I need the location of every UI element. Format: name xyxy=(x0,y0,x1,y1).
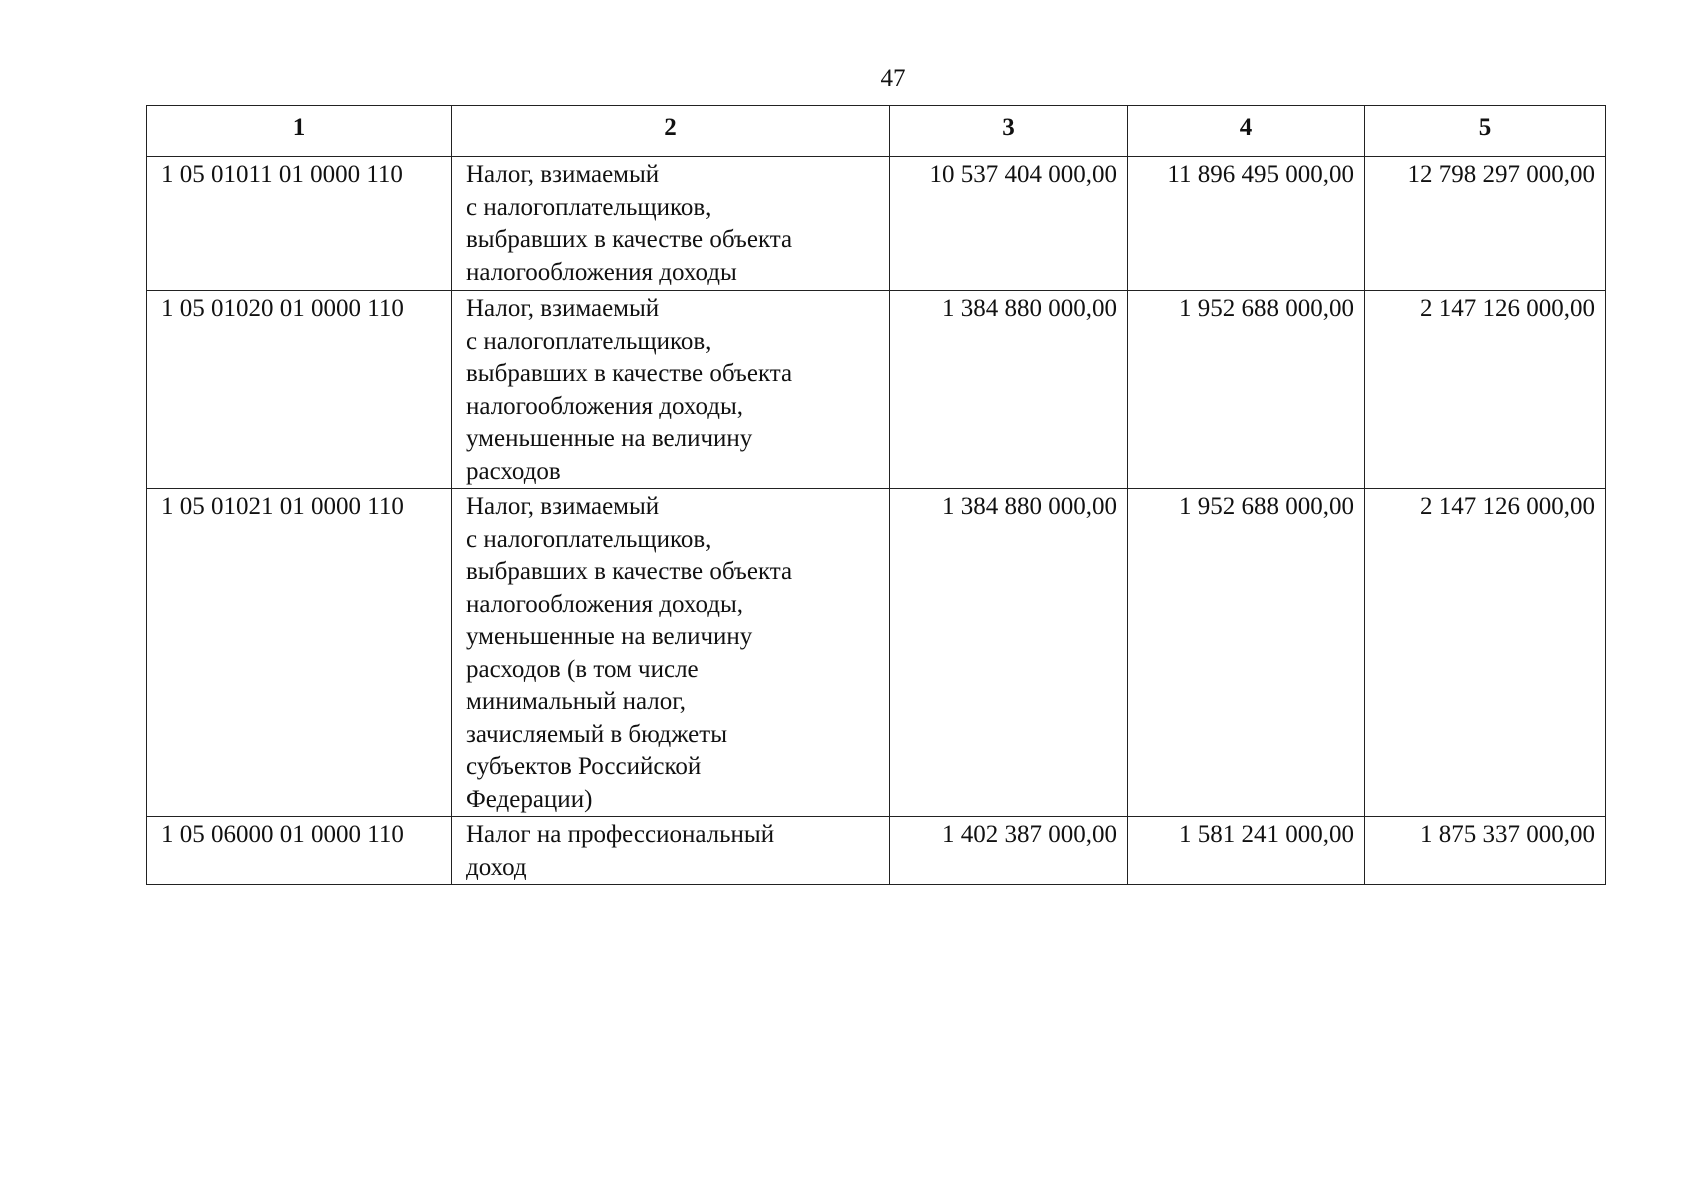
column-header-3: 3 xyxy=(890,106,1128,157)
amount-col4-cell: 1 952 688 000,00 xyxy=(1128,291,1365,489)
table-row xyxy=(147,489,1606,817)
description-cell xyxy=(452,291,890,489)
budget-code-cell: 1 05 01020 01 0000 110 xyxy=(147,291,452,489)
column-header-2: 2 xyxy=(452,106,890,157)
description-line: выбравших в качестве объекта xyxy=(466,226,793,253)
amount-col3-cell: 10 537 404 000,00 xyxy=(890,157,1128,291)
table-row xyxy=(147,817,1606,885)
amount-col3-cell: 1 384 880 000,00 xyxy=(890,489,1128,817)
budget-code-cell: 1 05 01011 01 0000 110 xyxy=(147,157,452,291)
description-line: расходов xyxy=(466,457,561,485)
description-line: уменьшенные на величину xyxy=(466,425,753,452)
description-line: с налогоплательщиков, xyxy=(466,193,712,221)
description-line: выбравших в качестве объекта xyxy=(466,360,793,387)
amount-col5-cell: 2 147 126 000,00 xyxy=(1365,291,1606,489)
description-line: налогообложения доходы, xyxy=(466,392,743,420)
table-row xyxy=(147,157,1606,291)
description-line: с налогоплательщиков, xyxy=(466,525,712,553)
column-header-1: 1 xyxy=(147,106,452,157)
amount-col3-cell: 1 402 387 000,00 xyxy=(890,817,1128,885)
budget-code-cell: 1 05 01021 01 0000 110 xyxy=(147,489,452,817)
column-header-5: 5 xyxy=(1365,106,1606,157)
description-line: налогообложения доходы, xyxy=(466,590,743,618)
amount-col5-cell: 2 147 126 000,00 xyxy=(1365,489,1606,817)
header-row xyxy=(147,106,1606,157)
description-line: налогообложения доходы xyxy=(466,258,737,286)
description-line: субъектов Российской xyxy=(466,753,702,780)
description-line: Налог, взимаемый xyxy=(466,295,660,322)
description-line: уменьшенные на величину xyxy=(466,623,753,650)
description-cell xyxy=(452,157,890,291)
description-line: расходов (в том числе xyxy=(466,655,699,683)
description-cell xyxy=(452,817,890,885)
page-number: 47 xyxy=(880,65,906,92)
description-line: Налог, взимаемый xyxy=(466,493,660,520)
column-header-4: 4 xyxy=(1128,106,1365,157)
amount-col5-cell: 1 875 337 000,00 xyxy=(1365,817,1606,885)
amount-col4-cell: 11 896 495 000,00 xyxy=(1128,157,1365,291)
description-line: зачисляемый в бюджеты xyxy=(466,720,727,748)
description-line: Федерации) xyxy=(466,785,593,813)
amount-col4-cell: 1 581 241 000,00 xyxy=(1128,817,1365,885)
budget-code-cell: 1 05 06000 01 0000 110 xyxy=(147,817,452,885)
description-line: Налог, взимаемый xyxy=(466,161,660,188)
amount-col5-cell: 12 798 297 000,00 xyxy=(1365,157,1606,291)
description-line: минимальный налог, xyxy=(466,688,686,715)
description-line: с налогоплательщиков, xyxy=(466,327,712,355)
table-row xyxy=(147,291,1606,489)
description-line: Налог на профессиональный xyxy=(466,821,775,848)
description-line: выбравших в качестве объекта xyxy=(466,558,793,585)
description-cell xyxy=(452,489,890,817)
description-line: доход xyxy=(466,853,527,881)
amount-col3-cell: 1 384 880 000,00 xyxy=(890,291,1128,489)
amount-col4-cell: 1 952 688 000,00 xyxy=(1128,489,1365,817)
revenue-table xyxy=(146,105,1606,885)
